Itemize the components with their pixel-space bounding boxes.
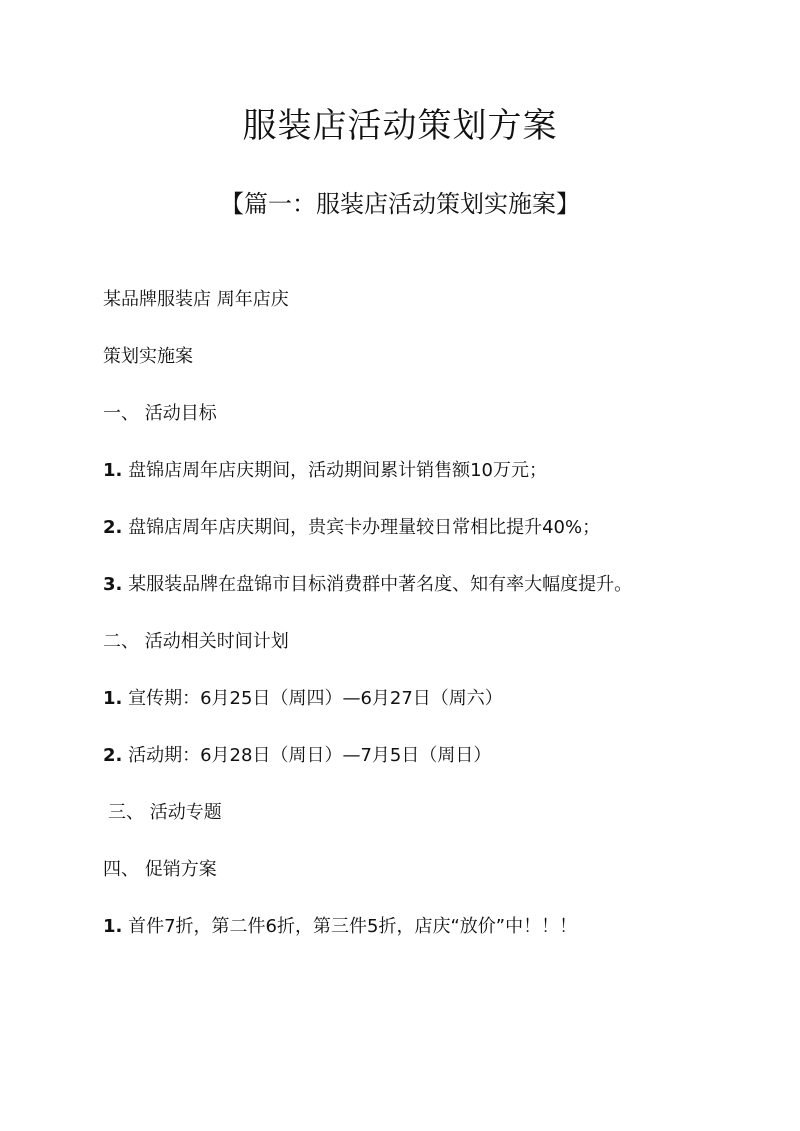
line-text: 首件7折，第二件6折，第三件5折，店庆“放价”中！！！ xyxy=(122,916,578,937)
list-item-goal-1 xyxy=(103,458,547,484)
document-subtitle: 【篇一：服装店活动策划实施案】 xyxy=(220,190,580,218)
text-line-plan xyxy=(103,344,193,370)
line-text: 三、 活动专题 xyxy=(108,802,222,823)
line-text: 活动期：6月28日（周日）—7月5日（周日） xyxy=(122,745,492,766)
line-text: 盘锦店周年店庆期间，贵宾卡办理量较日常相比提升40%； xyxy=(122,517,601,538)
list-item-goal-2 xyxy=(103,515,600,541)
item-number: 3. xyxy=(103,574,123,595)
line-text: 宣传期：6月25日（周四）—6月27日（周六） xyxy=(122,688,503,709)
line-text: 二、 活动相关时间计划 xyxy=(103,631,289,652)
list-item-goal-3 xyxy=(103,572,632,598)
item-number: 2. xyxy=(103,517,123,538)
item-number: 1. xyxy=(103,688,123,709)
text-line-brand xyxy=(103,287,289,313)
list-item-schedule-1 xyxy=(103,686,503,712)
line-text: 某服装品牌在盘锦市目标消费群中著名度、知有率大幅度提升。 xyxy=(122,574,633,595)
line-text: 策划实施案 xyxy=(103,346,193,367)
document-title: 服装店活动策划方案 xyxy=(242,106,558,146)
list-item-schedule-2 xyxy=(103,743,491,769)
item-number: 1. xyxy=(103,916,123,937)
line-text: 某品牌服装店 周年店庆 xyxy=(103,289,289,310)
item-number: 1. xyxy=(103,460,123,481)
item-number: 2. xyxy=(103,745,123,766)
line-text: 盘锦店周年店庆期间，活动期间累计销售额10万元； xyxy=(122,460,547,481)
line-text: 四、 促销方案 xyxy=(103,859,217,880)
section-heading-goals xyxy=(103,401,217,427)
line-text: 一、 活动目标 xyxy=(103,403,217,424)
list-item-promotion-1 xyxy=(103,914,577,940)
section-heading-promotion xyxy=(103,857,217,883)
section-heading-topic xyxy=(108,800,222,826)
section-heading-schedule xyxy=(103,629,289,655)
